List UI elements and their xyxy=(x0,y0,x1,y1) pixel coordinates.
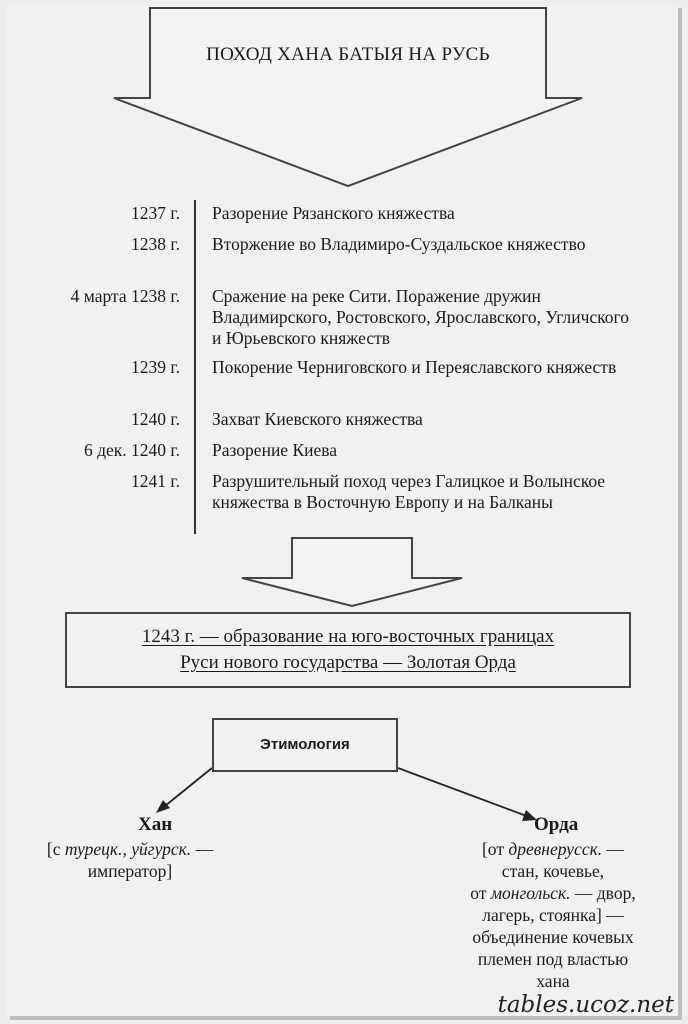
timeline-event: Покорение Черниговского и Переяславского княжеств xyxy=(212,357,617,377)
khan-def-open: [с xyxy=(46,839,65,859)
horde-def-line4: лагерь, стоянка] — xyxy=(482,905,624,925)
horde-def-line2: стан, кочевье, xyxy=(501,861,605,881)
timeline-date: 1240 г. xyxy=(131,409,180,429)
timeline-date: 1239 г. xyxy=(131,357,180,377)
result-line-2: Руси нового государства — Золотая Орда xyxy=(180,652,516,673)
timeline-event: Разорение Киева xyxy=(212,440,338,460)
horde-def-line7: хана xyxy=(536,971,570,991)
horde-term: Орда xyxy=(534,814,579,835)
timeline-divider xyxy=(194,200,196,534)
khan-definition xyxy=(10,838,250,882)
result-line-1: 1243 г. — образование на юго-восточных границах xyxy=(141,626,555,647)
etymology-box: Этимология xyxy=(212,718,398,772)
horde-definition xyxy=(430,838,676,992)
golden-horde-box xyxy=(65,612,631,688)
horde-def-open-3: от xyxy=(470,883,491,903)
watermark: tables.ucoz.net xyxy=(497,992,674,1018)
title-arrow-shape xyxy=(114,8,582,186)
timeline-event: Захват Киевского княжества xyxy=(212,409,423,429)
timeline-date: 1241 г. xyxy=(131,471,180,491)
timeline-event: Вторжение во Владимиро-Суздальское княжество xyxy=(212,234,586,254)
khan-def-source: турецк., уйгурск. xyxy=(64,839,192,859)
arrow-head-khan xyxy=(156,800,170,813)
khan-term: Хан xyxy=(138,814,173,835)
khan-def-line2: император] xyxy=(87,861,173,881)
timeline-date: 1238 г. xyxy=(131,234,180,254)
horde-def-line6: племен под властью xyxy=(477,949,629,969)
horde-def-rest-3: — двор, xyxy=(570,883,636,903)
horde-def-rest-1: — xyxy=(602,839,625,859)
timeline-event: Разорение Рязанского княжества xyxy=(212,203,455,223)
horde-def-line5: объединение кочевых xyxy=(472,927,634,947)
timeline-date: 6 дек. 1240 г. xyxy=(83,440,180,460)
page-title: ПОХОД ХАНА БАТЫЯ НА РУСЬ xyxy=(206,44,490,65)
horde-def-source-3: монгольск. xyxy=(490,883,571,903)
arrow-to-horde xyxy=(398,768,532,818)
horde-def-open: [от xyxy=(481,839,509,859)
timeline-event: Сражение на реке Сити. Поражение дружин Владимирского, Ростовского, Ярославского, Угличского и Юрьевского княжеств xyxy=(212,286,630,348)
horde-def-source-1: древнерусск. xyxy=(508,839,603,859)
khan-def-rest: — xyxy=(191,839,214,859)
timeline-event: Разрушительный поход через Галицкое и Волынское княжества в Восточную Европу и на Балканы xyxy=(212,471,606,512)
timeline-date: 4 марта 1238 г. xyxy=(70,286,180,306)
down-arrow-shape xyxy=(242,538,462,606)
arrow-to-khan xyxy=(160,768,212,810)
timeline-date: 1237 г. xyxy=(131,203,180,223)
